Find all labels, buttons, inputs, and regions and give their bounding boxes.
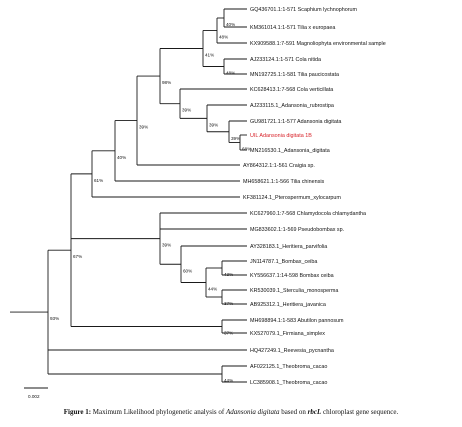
bootstrap-n5: 98%: [162, 80, 172, 86]
taxon-label: KX527079.1_Firmiana_simplex: [250, 331, 325, 337]
taxon-label: HQ427249.1_Reevesia_pycnantha: [250, 348, 334, 354]
taxon-labels: [243, 7, 386, 386]
bootstrap-n12: 61%: [94, 177, 104, 183]
taxon-label: KR530039.1_Sterculia_monosperma: [250, 288, 339, 294]
taxon-label: KY556637.1:14-598 Bombax ceiba: [250, 273, 334, 279]
taxon-label: MH658621.1:1-566 Tilia chinensis: [243, 179, 325, 185]
bootstrap-n13: 67%: [73, 254, 83, 260]
taxon-label: JN114787.1_Bombax_ceiba: [250, 259, 318, 265]
bootstrap-n4: 48%: [226, 70, 236, 76]
bootstrap-n14: 39%: [162, 242, 172, 248]
taxon-label: KF381124.1_Pterospermum_xylocarpum: [243, 195, 341, 201]
caption-text-3: chloroplast gene sequence.: [321, 408, 399, 416]
taxon-label: AB925312.1_Heritiera_javanica: [250, 302, 326, 308]
bootstrap-n11: 40%: [117, 154, 127, 160]
bootstrap-n8: 68%: [242, 146, 252, 152]
bootstrap-n9: 39%: [182, 107, 192, 113]
taxon-label: MN216530.1_Adansonia_digitata: [250, 148, 330, 154]
bootstrap-n2: 48%: [219, 34, 229, 40]
taxon-label: MG833602.1:1-569 Pseudobombax sp.: [250, 227, 345, 233]
taxon-label: LC385908.1_Theobroma_cacao: [250, 380, 328, 386]
bootstrap-n19: 37%: [224, 330, 234, 336]
bootstrap-n15: 60%: [183, 268, 193, 274]
taxon-label: MH698894.1:1-583 Abutilon pannosum: [250, 318, 344, 324]
bootstrap-n7: 39%: [231, 135, 241, 141]
tree-branches: [10, 9, 247, 382]
caption-gene: rbcL: [307, 408, 322, 416]
taxon-label: MN192725.1:1-581 Tilia paucicostata: [250, 72, 340, 78]
highlighted-taxon-label: UIL Adansonia digitata 1B: [250, 133, 312, 139]
taxon-label: AJ233115.1_Adansonia_rubrostipa: [250, 103, 334, 109]
bootstrap-n18: 37%: [224, 301, 234, 306]
taxon-label: GQ436701.1:1-571 Scaphium lychnophorum: [250, 7, 357, 13]
caption-label: Figure 1:: [63, 408, 92, 416]
caption-text-1: Maximum Likelihood phylogenetic analysis of: [91, 408, 226, 416]
bootstrap-n10: 39%: [139, 124, 149, 130]
taxon-label: AJ233124.1:1-571 Cola nitida: [250, 57, 322, 63]
taxon-label: AF022125.1_Theobroma_cacao: [250, 364, 328, 370]
caption-text-2: based on: [279, 408, 308, 416]
bootstrap-n6: 39%: [209, 122, 219, 128]
taxon-label: KC627960.1:7-568 Chlamydocola chlamydantha: [250, 211, 366, 217]
taxon-label: GU981721.1:1-577 Adansonia digitata: [250, 119, 342, 125]
taxon-label: KM361014.1:1-571 Tilia x europaea: [250, 25, 336, 31]
scale-bar-label: 0.002: [28, 394, 40, 399]
bootstrap-n20: 93%: [50, 316, 60, 322]
caption-species: Adansonia digitata: [225, 408, 280, 416]
figure-caption: [0, 408, 462, 416]
taxon-label: AY328183.1_Heritiera_parvifolia: [250, 244, 328, 250]
scale-bar: [24, 388, 48, 399]
taxon-label: KX909588.1:7-591 Magnoliophyta environmental sample: [250, 41, 386, 47]
bootstrap-n16: 44%: [208, 286, 218, 292]
taxon-label: KC628413.1:7-568 Cola verticillata: [250, 87, 334, 93]
bootstrap-n3: 41%: [205, 52, 215, 58]
bootstrap-n21: 44%: [224, 378, 234, 383]
taxon-label: AY864312.1:1-561 Craigia sp.: [243, 163, 315, 169]
bootstrap-n17: 43%: [224, 272, 234, 277]
bootstrap-n1: 40%: [226, 22, 236, 27]
